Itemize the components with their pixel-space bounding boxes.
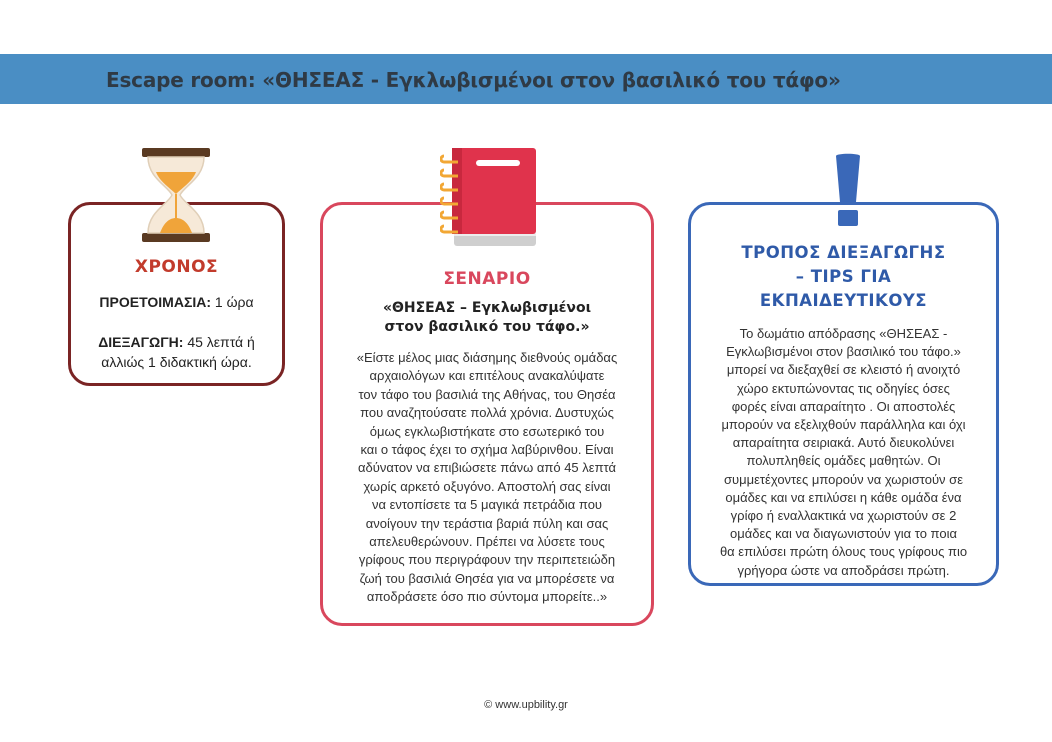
tips-body-line: μπορούν να εξελιχθούν παράλληλα και όχι [721,417,966,433]
scenario-card-title: ΣΕΝΑΡΙΟ [443,269,531,289]
scenario-body-line: όμως εγκλωβιστήκατε στο εσωτερικό του [369,423,605,439]
hourglass-icon [140,146,212,244]
scenario-body-line: αποδράσετε όσο πιο σύντομα μπορείτε..» [366,589,608,605]
tips-body-line: πολυπληθείς ομάδες μαθητών. Οι [746,453,941,469]
tips-title-line: ΕΚΠΑΙΔΕΥΤΙΚΟΥΣ [759,291,928,310]
tips-body-line: μπορεί να διεξαχθεί σε κλειστό ή ανοιχτό [726,362,961,378]
scenario-body-line: που αναζητούσατε πολλά χρόνια. Δυστυχώς [360,405,614,421]
scenario-body-line: ζωή του βασιλιά Θησέα για να μπορέσετε να [359,570,615,586]
time-card-title: ΧΡΟΝΟΣ [134,257,219,277]
tips-body-line: γρήγορα ώστε να αποδράσει πρώτη. [737,562,950,578]
tips-title-line: – TIPS ΓΙΑ [795,267,892,286]
prep-line [79,293,274,312]
play-value: 45 λεπτά ή [183,334,255,350]
tips-body-line: γρίφο ή εναλλακτικά να χωριστούν σε 2 [730,508,957,524]
play-line-2: αλλιώς 1 διδακτική ώρα. [101,354,252,370]
prep-label: ΠΡΟΕΤΟΙΜΑΣΙΑ: [99,294,212,310]
scenario-body-line: αδύνατον να επιβιώσετε πάνω από 45 λεπτά [357,460,617,476]
scenario-body-line: και ο τάφος έχει το σχήμα λαβύρινθου. Είναι [360,442,614,458]
header-bar [0,54,1052,104]
tips-body [705,325,982,580]
exclamation-icon [832,152,864,228]
prep-value: 1 ώρα [211,294,254,310]
scenario-body-line: τον τάφο του βασιλιά της Αθήνας, του Θησέα [358,386,616,402]
scenario-body-line: «Είστε μέλος μιας διάσημης διεθνούς ομάδας [356,350,618,365]
tips-card [688,202,999,586]
scenario-body-line: απελευθερώνουν. Πρέπει να λύσετε τους [369,534,605,550]
notebook-icon [440,146,540,250]
scenario-subtitle [353,299,621,337]
tips-body-line: απαραίτητα σειριακά. Αυτό διευκολύνει [732,435,955,451]
scenario-body-line: γρίφους που περιγράφουν την περιπετειώδη [358,552,616,568]
tips-body-line: θα επιλύσει πρώτη όλους τους γρίφους πιο [719,544,968,560]
play-line [79,333,274,352]
scenario-card [320,202,654,626]
scenario-body [339,349,635,607]
scenario-subtitle-line: «ΘΗΣΕΑΣ – Εγκλωβισμένοι [382,300,592,316]
scenario-body-line: αρχαιολόγων και επιτέλους ανακαλύψατε [369,368,605,384]
tips-body-line: ομάδες και να διαγωνιστούν για το ποια [730,526,957,542]
tips-title-line: ΤΡΟΠΟΣ ΔΙΕΞΑΓΩΓΗΣ [741,243,946,262]
page-title: Escape room: «ΘΗΣΕΑΣ - Εγκλωβισμένοι στον βασιλικό του τάφο» [106,68,841,92]
tips-body-line: Το δωμάτιο απόδρασης «ΘΗΣΕΑΣ - [739,326,948,341]
tips-body-line: συμμετέχοντες μπορούν να χωριστούν σε [724,471,963,487]
footer-copyright: © www.upbility.gr [484,699,568,711]
tips-body-line: Εγκλωβισμένοι στον βασιλικό του τάφο.» [726,344,961,360]
tips-body-line: χώρο εκτυπώνοντας τις οδηγίες όσες [737,380,950,396]
play-label: ΔΙΕΞΑΓΩΓΗ: [98,334,184,350]
tips-body-line: ομάδες και να επιλύσει η κάθε ομάδα ένα [725,489,962,505]
tips-card-title [713,241,974,313]
scenario-subtitle-line: στον βασιλικό του τάφο.» [384,319,590,335]
scenario-body-line: να εντοπίσετε τα 5 μαγικά πετράδια που [371,497,603,513]
tips-body-line: φορές είναι απαραίτητο . Οι αποστολές [731,398,956,414]
scenario-body-line: ανοίγουν την τεράστια βαριά πύλη και σας [365,515,609,531]
scenario-body-line: χωρίς αρκετό οξυγόνο. Αποστολή σας είναι [363,478,611,494]
